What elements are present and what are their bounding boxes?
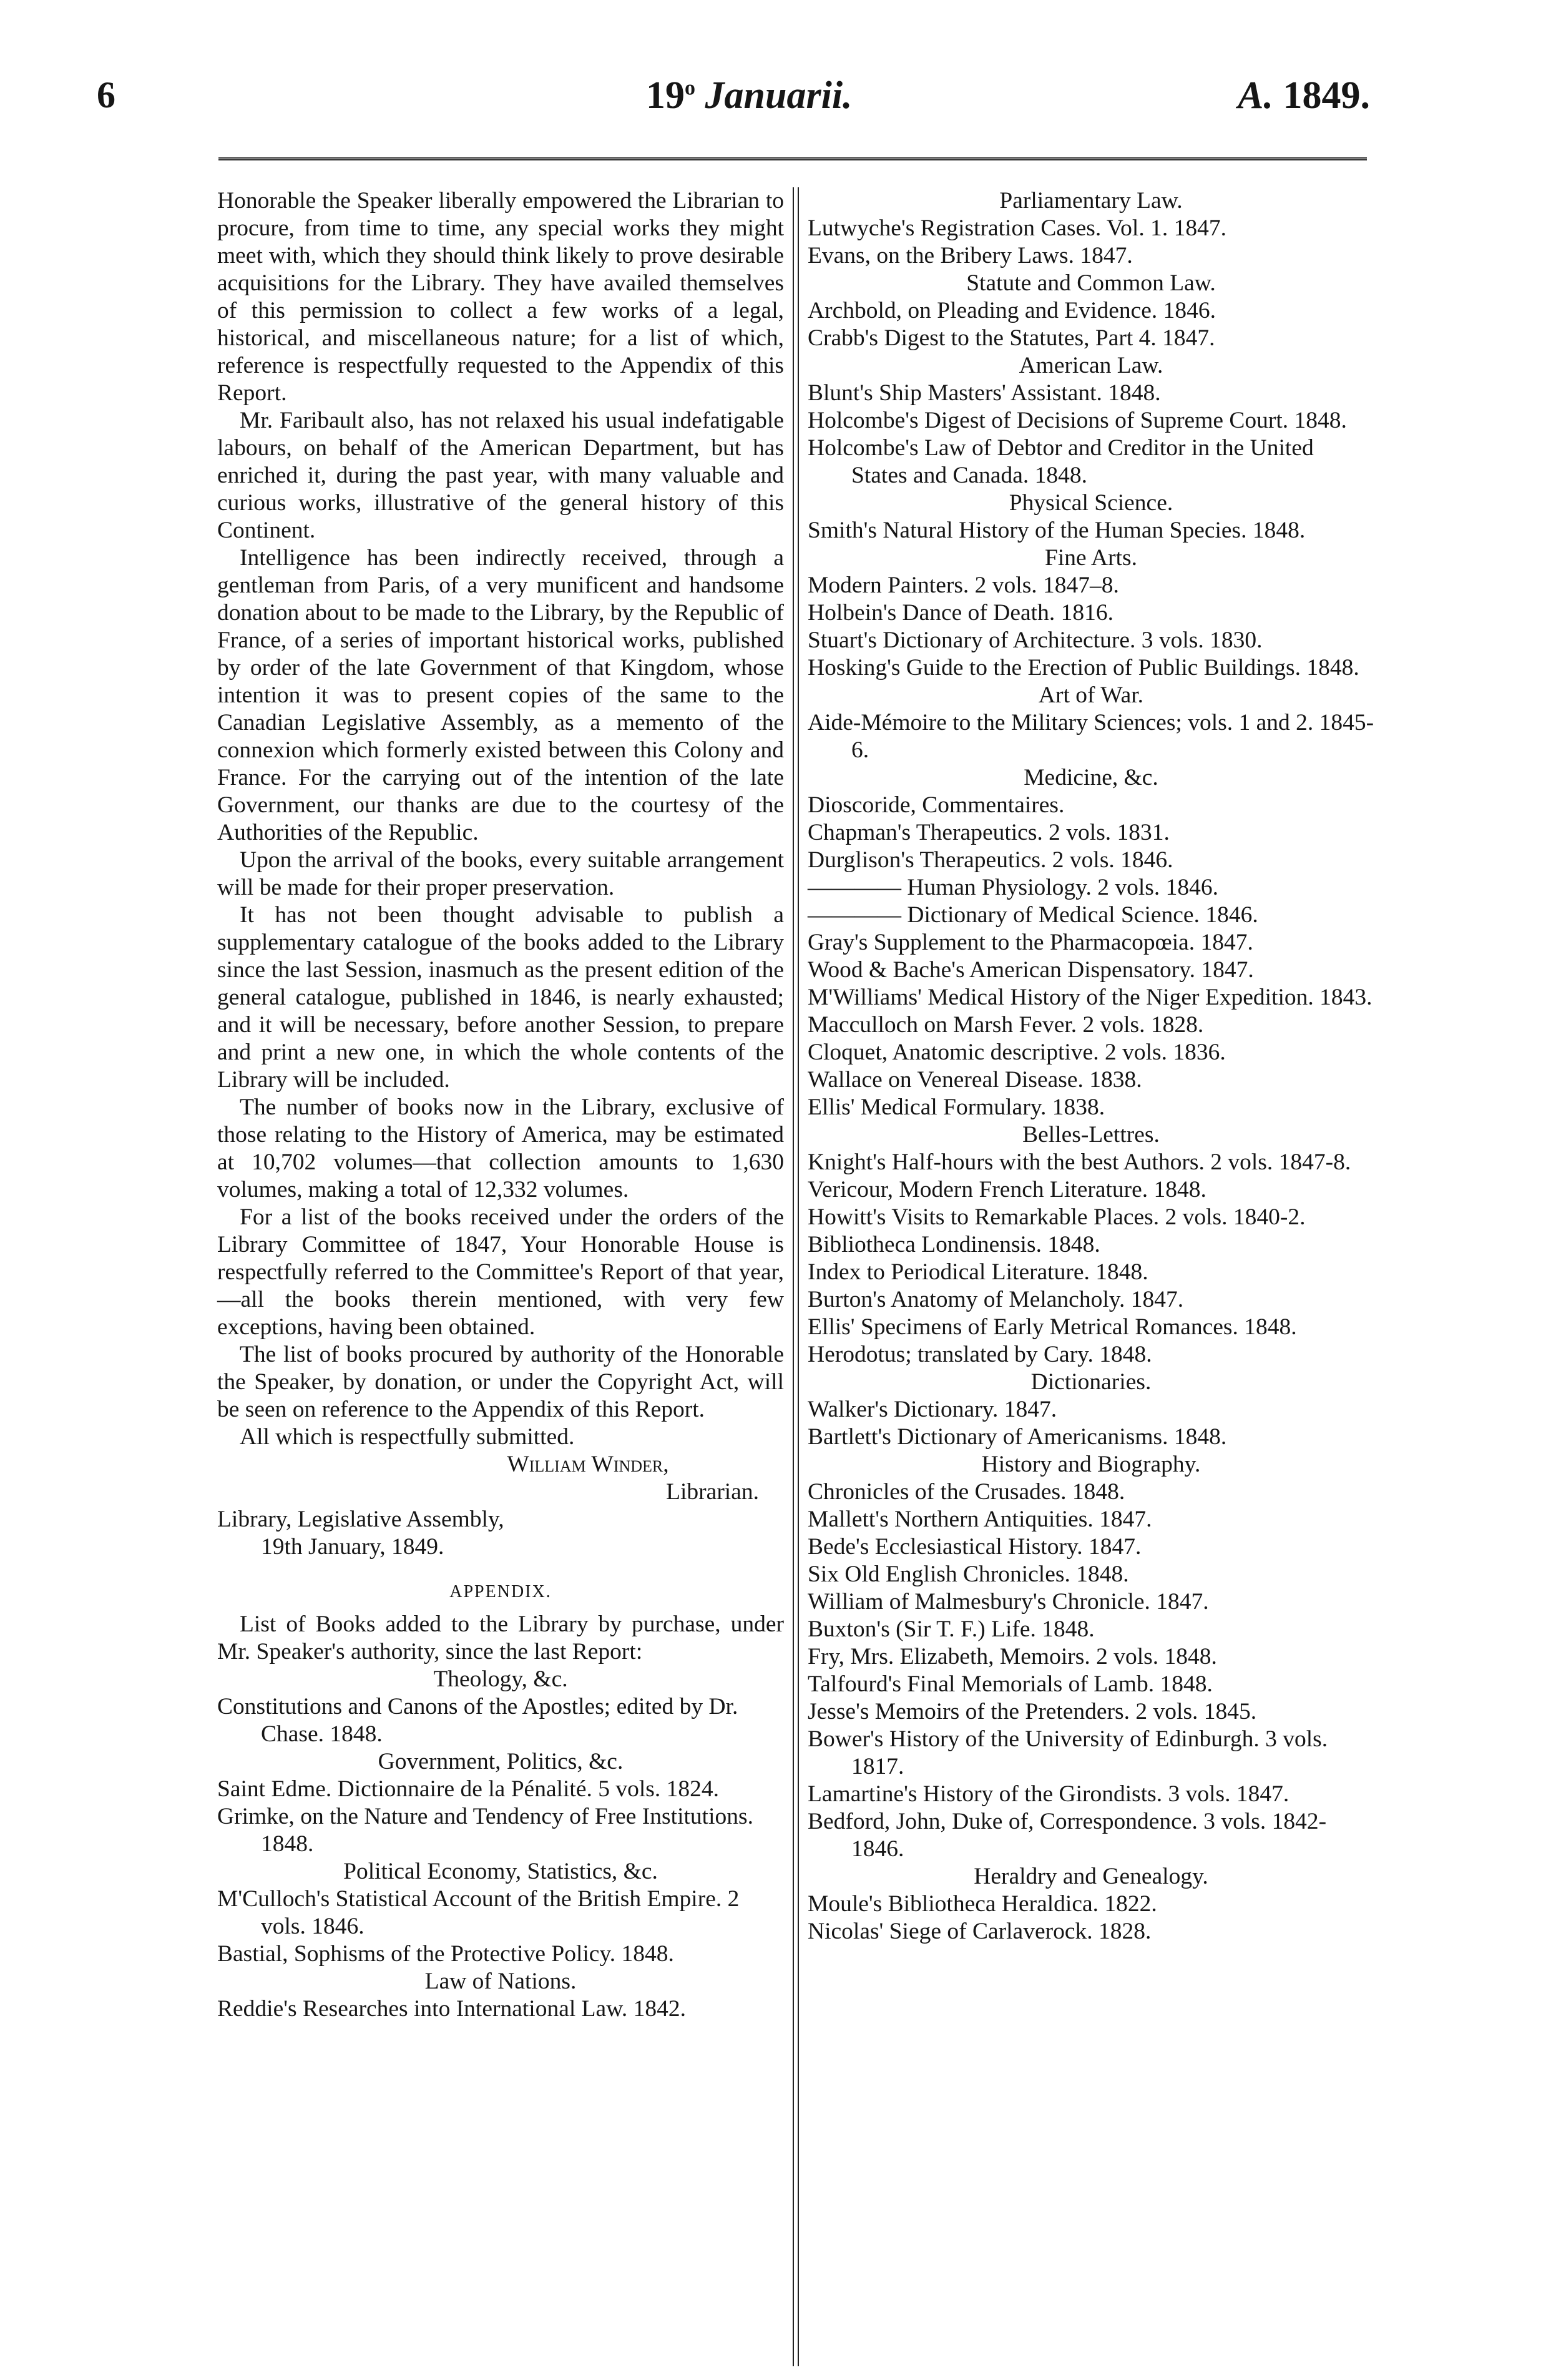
place-line: Library, Legislative Assembly, <box>217 1507 504 1532</box>
date-superscript: o <box>685 76 695 100</box>
column-divider <box>793 187 799 2366</box>
paragraph: Mr. Faribault also, has not relaxed his usual indefatigable labours, on behalf of the American Department, but has enriched it, during the past year, with many valuable and curious works, illustrative of the general history of this Continent. <box>217 408 784 543</box>
book-entry: Crabb's Digest to the Statutes, Part 4. 1847. <box>808 325 1215 351</box>
book-entry: Talfourd's Final Memorials of Lamb. 1848. <box>808 1671 1213 1697</box>
right-book-list <box>808 187 1374 1945</box>
book-entry: Holbein's Dance of Death. 1816. <box>808 600 1113 626</box>
book-entry: Smith's Natural History of the Human Species. 1848. <box>808 518 1306 543</box>
book-entry: Index to Periodical Literature. 1848. <box>808 1259 1148 1285</box>
book-entry: Moule's Bibliotheca Heraldica. 1822. <box>808 1891 1157 1917</box>
section-heading: Physical Science. <box>1009 490 1173 516</box>
book-entry: Wood & Bache's American Dispensatory. 1847. <box>808 957 1254 983</box>
section-heading: Heraldry and Genealogy. <box>974 1864 1208 1889</box>
paragraph: It has not been thought advisable to publish a supplementary catalogue of the books added to the Library since the last Session, inasmuch as the present edition of the general catalogue, published in 1846, is nearly exhausted; and it will be necessary, before another Session, to prepare and print a new one, in which the whole contents of the Library will be included. <box>217 902 784 1093</box>
book-entry: Jesse's Memoirs of the Pretenders. 2 vols. 1845. <box>808 1699 1257 1724</box>
book-entry: Modern Painters. 2 vols. 1847–8. <box>808 573 1119 598</box>
section-heading: Medicine, &c. <box>1024 765 1158 790</box>
paragraph: Intelligence has been indirectly received, through a gentleman from Paris, of a very munificent and handsome donation about to be made to the Library, by the Republic of France, of a series of important historical works, published by order of the late Government of that Kingdom, whose intention it was to present copies of the same to the Canadian Legislative Assembly, as a memento of the connexion which formerly existed between this Colony and France. For the carrying out of the intention of the late Government, our thanks are due to the courtesy of the Authorities of the Republic. <box>217 545 784 845</box>
signature-name: William Winder, <box>507 1452 669 1477</box>
section-heading: Belles-Lettres. <box>1022 1122 1160 1148</box>
book-entry: Ellis' Medical Formulary. 1838. <box>808 1094 1105 1120</box>
section-heading: History and Biography. <box>981 1452 1201 1477</box>
appendix-heading: APPENDIX. <box>449 1582 552 1601</box>
signature-title: Librarian. <box>666 1479 759 1505</box>
date-line: 19th January, 1849. <box>261 1534 444 1560</box>
header-year <box>1238 74 1370 118</box>
book-entry: Howitt's Visits to Remarkable Places. 2 vols. 1840-2. <box>808 1204 1306 1230</box>
header-date <box>646 74 853 118</box>
book-entry: Saint Edme. Dictionnaire de la Pénalité. 5 vols. 1824. <box>217 1776 719 1802</box>
book-entry: Bede's Ecclesiastical History. 1847. <box>808 1534 1142 1560</box>
section-heading: Parliamentary Law. <box>999 188 1183 214</box>
section-heading: Theology, &c. <box>433 1666 568 1692</box>
book-entry: Grimke, on the Nature and Tendency of Free Institutions. 1848. <box>217 1804 753 1857</box>
appendix-intro: List of Books added to the Library by purchase, under Mr. Speaker's authority, since the last Report: <box>217 1611 784 1665</box>
book-entry: Wallace on Venereal Disease. 1838. <box>808 1067 1142 1093</box>
book-entry: Herodotus; translated by Cary. 1848. <box>808 1342 1152 1367</box>
paragraph: The number of books now in the Library, exclusive of those relating to the History of America, may be estimated at 10,702 volumes—that collection amounts to 1,630 volumes, making a total of 12,332 volumes. <box>217 1094 784 1202</box>
book-entry: Aide-Mémoire to the Military Sciences; vols. 1 and 2. 1845-6. <box>808 710 1374 763</box>
paragraph: The list of books procured by authority of the Honorable the Speaker, by donation, or under the Copyright Act, will be seen on reference to the Appendix of this Report. <box>217 1342 784 1422</box>
book-entry: Burton's Anatomy of Melancholy. 1847. <box>808 1287 1184 1312</box>
book-entry: Lutwyche's Registration Cases. Vol. 1. 1847. <box>808 215 1226 241</box>
book-entry: Six Old English Chronicles. 1848. <box>808 1561 1129 1587</box>
book-entry: Bastial, Sophisms of the Protective Policy. 1848. <box>217 1941 674 1967</box>
section-heading: Government, Politics, &c. <box>378 1749 624 1774</box>
book-entry: Constitutions and Canons of the Apostles; edited by Dr. Chase. 1848. <box>217 1694 738 1747</box>
book-entry: Mallett's Northern Antiquities. 1847. <box>808 1507 1152 1532</box>
header-rule <box>218 157 1367 160</box>
book-entry: Bedford, John, Duke of, Correspondence. 3 vols. 1842-1846. <box>808 1809 1327 1862</box>
book-entry: Lamartine's History of the Girondists. 3 vols. 1847. <box>808 1781 1289 1807</box>
year-number: 1849. <box>1283 74 1370 117</box>
book-entry: Cloquet, Anatomic descriptive. 2 vols. 1836. <box>808 1040 1226 1065</box>
book-entry: Blunt's Ship Masters' Assistant. 1848. <box>808 380 1161 406</box>
paragraph: Honorable the Speaker liberally empowered the Librarian to procure, from time to time, any special works they might meet with, which they should think likely to prove desirable acquisitions for the Library. They have availed themselves of this permission to collect a few works of a legal, historical, and miscellaneous nature; for a list of which, reference is respectfully requested to the Appendix of this Report. <box>217 188 784 406</box>
book-entry: M'Williams' Medical History of the Niger Expedition. 1843. <box>808 985 1373 1010</box>
book-entry: Hosking's Guide to the Erection of Public Buildings. 1848. <box>808 655 1359 681</box>
section-heading: American Law. <box>1019 353 1163 378</box>
section-heading: Dictionaries. <box>1030 1369 1152 1395</box>
book-entry: Holcombe's Digest of Decisions of Supreme Court. 1848. <box>808 408 1347 433</box>
book-entry: Fry, Mrs. Elizabeth, Memoirs. 2 vols. 1848. <box>808 1644 1217 1669</box>
book-entry: Bower's History of the University of Edinburgh. 3 vols. 1817. <box>808 1726 1328 1779</box>
section-heading: Political Economy, Statistics, &c. <box>343 1859 658 1884</box>
date-day: 19 <box>646 74 685 117</box>
book-entry: Nicolas' Siege of Carlaverock. 1828. <box>808 1919 1152 1944</box>
book-entry: ———— Dictionary of Medical Science. 1846. <box>808 902 1258 928</box>
book-entry: William of Malmesbury's Chronicle. 1847. <box>808 1589 1209 1615</box>
book-entry: Knight's Half-hours with the best Authors. 2 vols. 1847-8. <box>808 1149 1351 1175</box>
page-header <box>97 74 1370 130</box>
section-heading: Law of Nations. <box>424 1969 577 1994</box>
book-entry: M'Culloch's Statistical Account of the British Empire. 2 vols. 1846. <box>217 1886 740 1939</box>
book-entry: Chronicles of the Crusades. 1848. <box>808 1479 1125 1505</box>
book-entry: ———— Human Physiology. 2 vols. 1846. <box>808 875 1219 900</box>
book-entry: Stuart's Dictionary of Architecture. 3 vols. 1830. <box>808 627 1263 653</box>
book-entry: Macculloch on Marsh Fever. 2 vols. 1828. <box>808 1012 1204 1038</box>
year-letter: A. <box>1238 74 1273 117</box>
left-column <box>217 187 784 2023</box>
book-entry: Archbold, on Pleading and Evidence. 1846. <box>808 298 1216 323</box>
section-heading: Art of War. <box>1038 682 1144 708</box>
left-book-list <box>217 1666 784 2023</box>
book-entry: Vericour, Modern French Literature. 1848. <box>808 1177 1206 1202</box>
book-entry: Chapman's Therapeutics. 2 vols. 1831. <box>808 820 1170 845</box>
date-month: Januarii. <box>705 74 853 117</box>
book-entry: Walker's Dictionary. 1847. <box>808 1397 1057 1422</box>
section-heading: Statute and Common Law. <box>966 270 1216 296</box>
book-entry: Evans, on the Bribery Laws. 1847. <box>808 243 1133 268</box>
page-number: 6 <box>97 74 115 116</box>
book-entry: Durglison's Therapeutics. 2 vols. 1846. <box>808 847 1173 873</box>
book-entry: Bibliotheca Londinensis. 1848. <box>808 1232 1100 1257</box>
book-entry: Dioscoride, Commentaires. <box>808 792 1065 818</box>
paragraph: For a list of the books received under the orders of the Library Committee of 1847, Your Honorable House is respectfully referred to the Committee's Report of that year,—all the books therein mentioned, with very few exceptions, having been obtained. <box>217 1204 784 1340</box>
book-entry: Buxton's (Sir T. F.) Life. 1848. <box>808 1616 1095 1642</box>
book-entry: Reddie's Researches into International Law. 1842. <box>217 1996 686 2022</box>
book-entry: Bartlett's Dictionary of Americanisms. 1848. <box>808 1424 1227 1450</box>
paragraph: All which is respectfully submitted. <box>240 1424 575 1450</box>
section-heading: Fine Arts. <box>1045 545 1137 571</box>
right-column <box>808 187 1374 1945</box>
book-entry: Holcombe's Law of Debtor and Creditor in the United States and Canada. 1848. <box>808 435 1314 488</box>
paragraph: Upon the arrival of the books, every suitable arrangement will be made for their proper preservation. <box>217 847 784 900</box>
book-entry: Ellis' Specimens of Early Metrical Romances. 1848. <box>808 1314 1297 1340</box>
book-entry: Gray's Supplement to the Pharmacopœia. 1847. <box>808 930 1253 955</box>
